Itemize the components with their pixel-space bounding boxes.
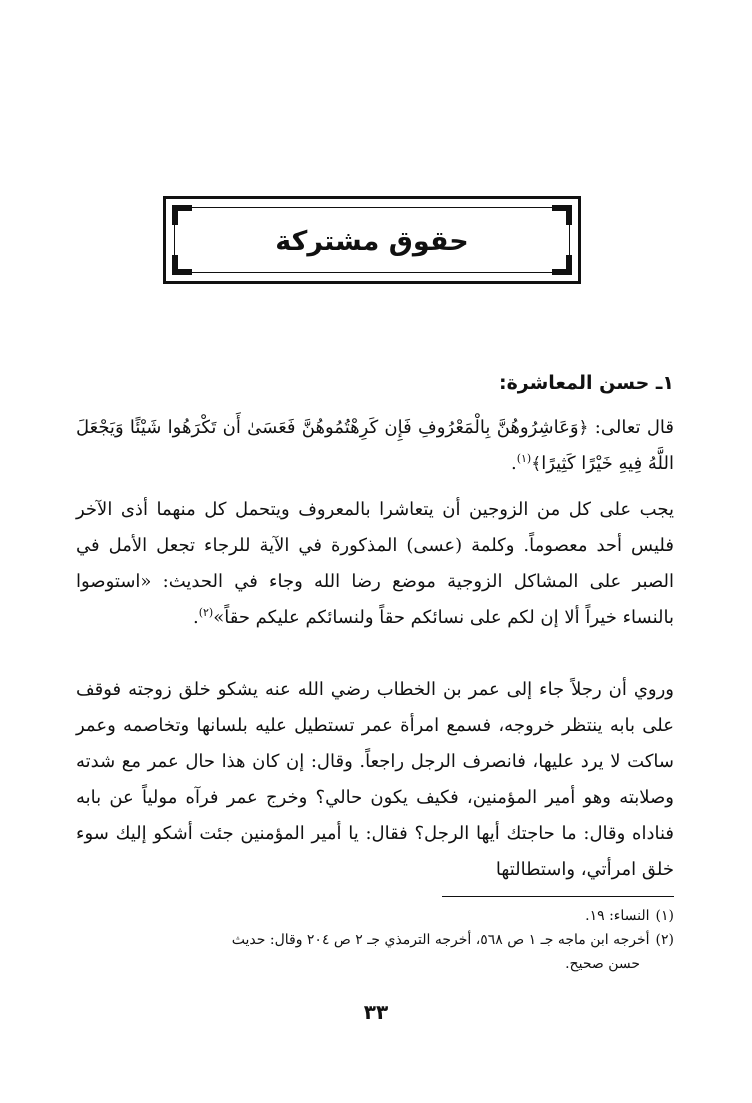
page-number: ٣٣ — [363, 1000, 389, 1024]
paragraph-1-text: يجب على كل من الزوجين أن يتعاشرا بالمعروف ويتحمل كل منهما أذى الآخر فليس أحد معصوماً. وكلمة (عسى) المذكورة في الآية للرجاء تجعل الأمل في الصبر على المشاكل الزوجية موضع رضا الله وجاء في الحديث: «استوصوا بالنساء خيراً ألا إن لكم على نسائكم حقاً ولنسائكم عليكم حقاً» — [76, 499, 674, 628]
paragraph-2-text: وروي أن رجلاً جاء إلى عمر بن الخطاب رضي الله عنه يشكو خلق زوجته فوقف على بابه ينتظر خروجه، فسمع امرأة عمر تستطيل عليه بلسانها وتخاصمه وعمر ساكت لا يرد عليها، فانصرف الرجل راجعاً. وقال: إن كان هذا حال عمر مع شدته وصلابته وهو أمير المؤمنين، فكيف يكون حالي؟ وخرج عمر فرآه مولياً عن بابه فناداه وقال: ما حاجتك أيها الرجل؟ فقال: يا أمير المؤمنين جئت أشكو إليك سوء خلق امرأتي، واستطالتها — [76, 679, 674, 880]
frame-corner-ornament — [552, 205, 572, 225]
frame-corner-ornament — [552, 255, 572, 275]
paragraph-1 — [76, 492, 674, 636]
verse-open-bracket: ﴿ — [578, 418, 589, 438]
frame-corner-ornament — [172, 205, 192, 225]
paragraph-1-end: . — [192, 607, 199, 628]
footnote-separator — [442, 896, 674, 897]
chapter-title: حقوق مشتركة — [275, 226, 469, 257]
footnote-number: (٢) — [655, 932, 674, 948]
footnote-text: أخرجه ابن ماجه جـ ١ ص ٥٦٨، أخرجه الترمذي جـ ٢ ص ٢٠٤ وقال: حديث — [231, 932, 650, 948]
quran-verse-block — [76, 410, 674, 482]
footnote-1 — [76, 904, 674, 928]
chapter-title-inner-border — [174, 207, 570, 273]
footnote-ref-1[interactable]: (١) — [516, 452, 532, 465]
verse-text: وَعَاشِرُوهُنَّ بِالْمَعْرُوفِ فَإِن كَرِهْتُمُوهُنَّ فَعَسَىٰ أَن تَكْرَهُوا شَيْئًا وَيَجْعَلَ اللَّهُ فِيهِ خَيْرًا كَثِيرًا — [76, 417, 674, 474]
frame-corner-ornament — [172, 255, 192, 275]
footnotes — [76, 904, 674, 976]
chapter-title-frame — [163, 196, 581, 284]
footnote-ref-2[interactable]: (٢) — [198, 606, 214, 619]
footnote-2 — [76, 928, 674, 976]
footnote-number: (١) — [655, 908, 674, 924]
verse-close-bracket: ﴾ — [531, 454, 542, 474]
section-heading: ١ـ حسن المعاشرة: — [498, 372, 674, 394]
footnote-continuation: حسن صحيح. — [565, 956, 640, 972]
verse-intro: قال تعالى: — [594, 417, 674, 438]
paragraph-2 — [76, 672, 674, 888]
footnote-text: النساء: ١٩. — [585, 908, 650, 924]
verse-end: . — [510, 453, 517, 474]
